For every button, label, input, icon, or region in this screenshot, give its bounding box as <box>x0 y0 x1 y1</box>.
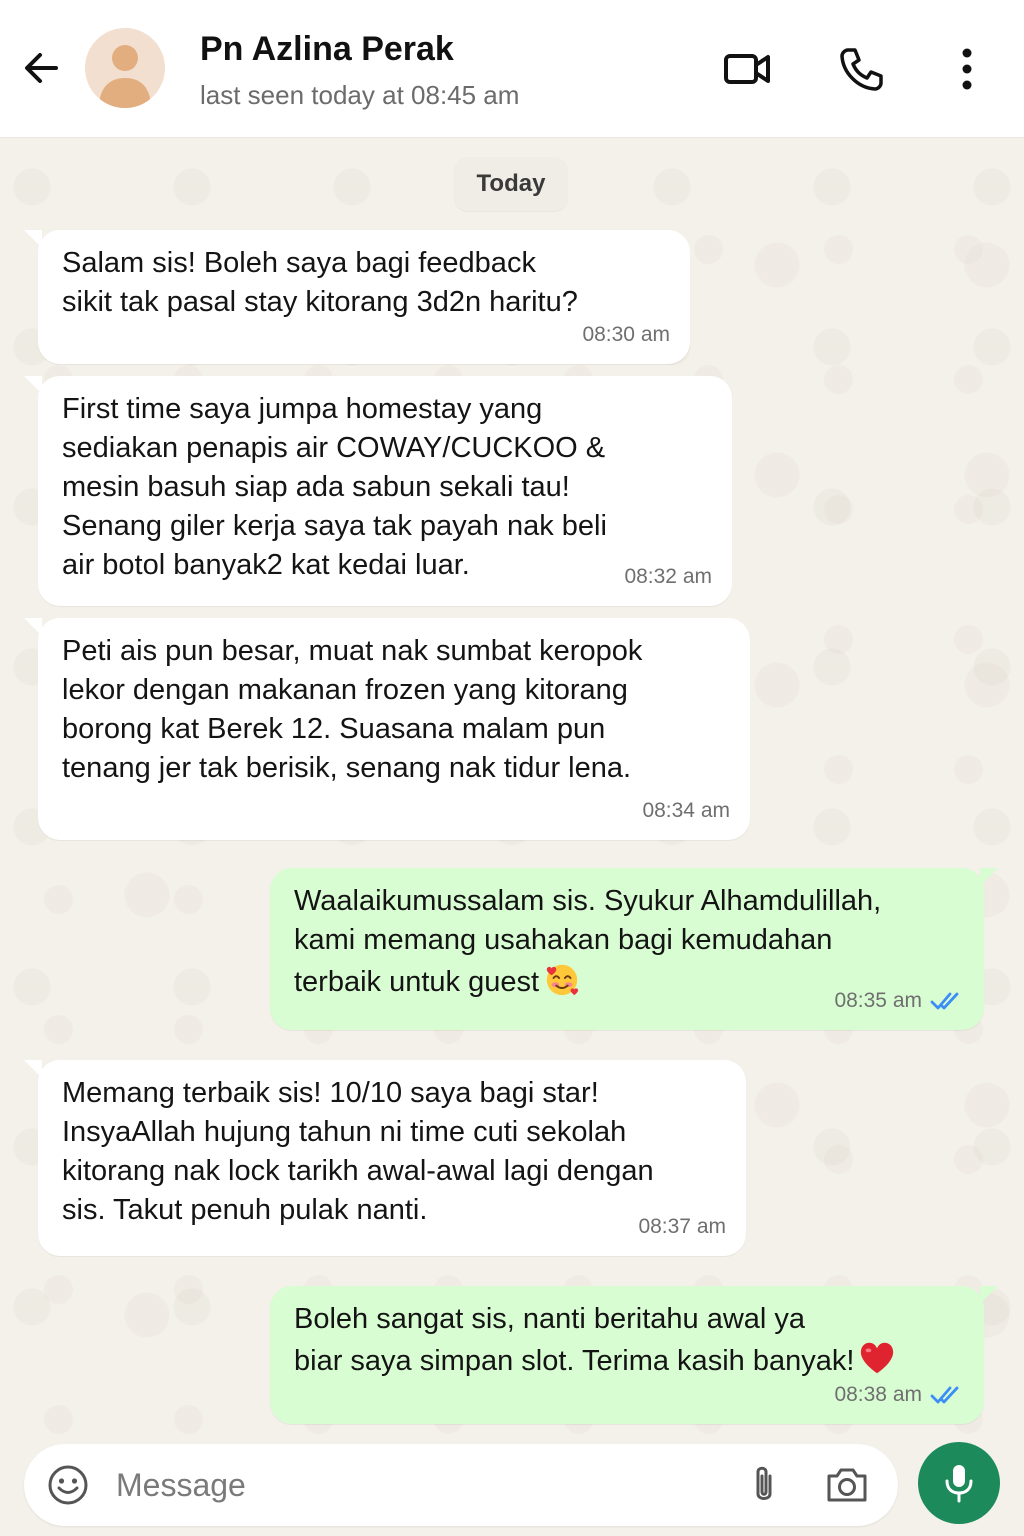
mic-icon <box>937 1461 981 1505</box>
arrow-left-icon <box>20 46 64 90</box>
read-ticks-icon <box>930 990 964 1012</box>
emoji-icon <box>46 1463 90 1507</box>
avatar[interactable] <box>85 28 165 108</box>
phone-icon <box>836 44 886 94</box>
message-text: First time saya jumpa homestay yang sediakan penapis air COWAY/CUCKOO & mesin basuh siap ada sabun sekali tau! Senang giler kerja saya tak payah nak beli air botol banyak2 kat kedai luar. <box>62 393 607 581</box>
smiling-face-with-hearts-emoji <box>543 960 581 998</box>
more-vertical-icon <box>942 44 992 94</box>
message-text: Waalaikumussalam sis. Syukur Alhamdulillah, kami memang usahakan bagi kemudahan terbaik untuk guest <box>294 885 882 998</box>
voice-record-button[interactable] <box>918 1442 1000 1524</box>
message-meta <box>624 557 712 596</box>
video-call-button[interactable] <box>722 44 772 94</box>
message-time: 08:32 am <box>624 565 712 588</box>
paperclip-icon <box>744 1462 784 1508</box>
message-text: Boleh sangat sis, nanti beritahu awal ya biar saya simpan slot. Terima kasih banyak! <box>294 1303 855 1377</box>
last-seen-status: last seen today at 08:45 am <box>200 80 520 110</box>
message-time: 08:35 am <box>834 989 922 1012</box>
date-separator: Today <box>454 157 568 211</box>
message-text: Peti ais pun besar, muat nak sumbat keropok lekor dengan makanan frozen yang kitorang borong kat Berek 12. Suasana malam pun tenang jer tak berisik, senang nak tidur lena. <box>62 635 643 784</box>
camera-icon <box>824 1462 870 1508</box>
message-text: Memang terbaik sis! 10/10 saya bagi star! InsyaAllah hujung tahun ni time cuti sekolah kitorang nak lock tarikh awal-awal lagi dengan sis. Takut penuh pulak nanti. <box>62 1077 654 1226</box>
contact-name[interactable]: Pn Azlina Perak <box>200 30 454 68</box>
attach-button[interactable] <box>744 1462 784 1508</box>
message-time: 08:34 am <box>642 799 730 822</box>
read-ticks-icon <box>930 1384 964 1406</box>
message-time: 08:38 am <box>834 1383 922 1406</box>
back-button[interactable] <box>20 46 64 90</box>
incoming-message[interactable] <box>38 618 750 840</box>
message-time: 08:37 am <box>638 1215 726 1238</box>
voice-call-button[interactable] <box>836 44 886 94</box>
incoming-message[interactable] <box>38 230 690 364</box>
more-options-button[interactable] <box>942 44 992 94</box>
red-heart-emoji <box>858 1339 896 1377</box>
message-meta <box>582 315 670 354</box>
emoji-button[interactable] <box>46 1463 90 1507</box>
message-meta <box>834 981 964 1020</box>
incoming-message[interactable] <box>38 1060 746 1256</box>
incoming-message[interactable] <box>38 376 732 606</box>
message-meta <box>638 1207 726 1246</box>
message-time: 08:30 am <box>582 323 670 346</box>
default-avatar-icon <box>85 28 165 108</box>
message-input[interactable] <box>116 1458 716 1512</box>
message-meta <box>642 791 730 830</box>
outgoing-message[interactable] <box>270 868 984 1030</box>
message-text: Salam sis! Boleh saya bagi feedback sikit tak pasal stay kitorang 3d2n haritu? <box>62 247 578 318</box>
chat-header <box>0 0 1024 138</box>
camera-button[interactable] <box>824 1462 870 1508</box>
outgoing-message[interactable] <box>270 1286 984 1424</box>
message-composer <box>24 1444 898 1526</box>
video-call-icon <box>722 44 772 94</box>
message-body <box>294 1300 960 1381</box>
message-meta <box>834 1375 964 1414</box>
